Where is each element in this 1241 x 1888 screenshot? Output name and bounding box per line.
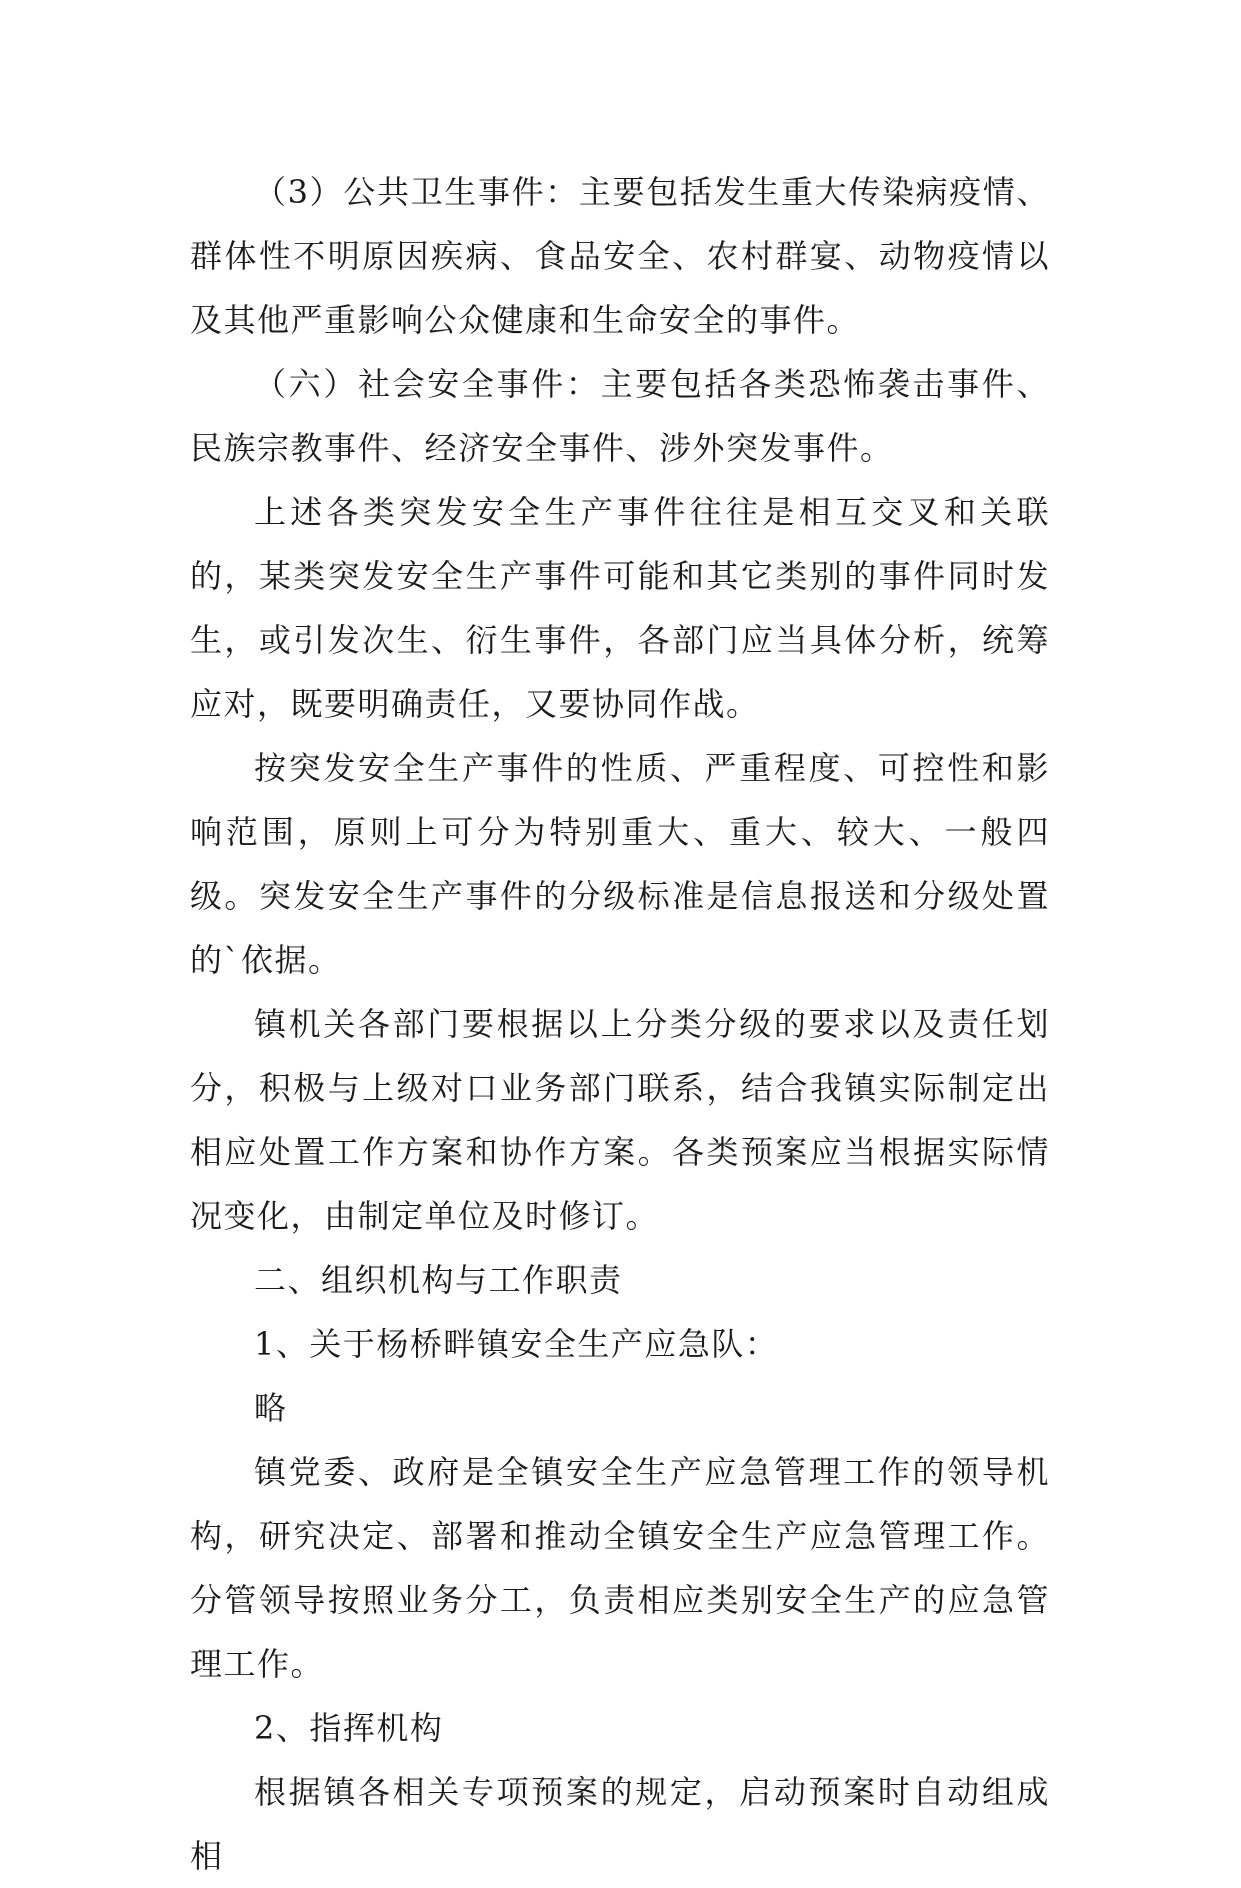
subheading-command: 2、指挥机构	[254, 1709, 444, 1747]
paragraph-command-formation: 根据镇各相关专项预案的规定，启动预案时自动组成相	[190, 1773, 1050, 1875]
paragraph-department-plans: 镇机关各部门要根据以上分类分级的要求以及责任划分，积极与上级对口业务部门联系，结合我镇实际制定出相应处置工作方案和协作方案。各类预案应当根据实际情况变化，由制定单位及时修订。	[190, 1005, 1050, 1235]
section-heading-organization: 二、组织机构与工作职责	[254, 1261, 623, 1299]
paragraph-social-security: （六）社会安全事件：主要包括各类恐怖袭击事件、民族宗教事件、经济安全事件、涉外突发事件。	[190, 365, 1050, 467]
paragraph-grading: 按突发安全生产事件的性质、严重程度、可控性和影响范围，原则上可分为特别重大、重大、较大、一般四级。突发安全生产事件的分级标准是信息报送和分级处置的`依据。	[190, 749, 1050, 979]
subheading-emergency-team: 1、关于杨桥畔镇安全生产应急队：	[254, 1325, 779, 1363]
paragraph-omitted: 略	[254, 1389, 288, 1427]
paragraph-interrelated-events: 上述各类突发安全生产事件往往是相互交叉和关联的，某类突发安全生产事件可能和其它类别的事件同时发生，或引发次生、衍生事件，各部门应当具体分析，统筹应对，既要明确责任，又要协同作战。	[190, 493, 1050, 723]
paragraph-leadership: 镇党委、政府是全镇安全生产应急管理工作的领导机构，研究决定、部署和推动全镇安全生产应急管理工作。分管领导按照业务分工，负责相应类别安全生产的应急管理工作。	[190, 1453, 1050, 1683]
paragraph-public-health: （3）公共卫生事件：主要包括发生重大传染病疫情、群体性不明原因疾病、食品安全、农村群宴、动物疫情以及其他严重影响公众健康和生命安全的事件。	[190, 173, 1050, 339]
document-body	[190, 160, 1050, 1888]
